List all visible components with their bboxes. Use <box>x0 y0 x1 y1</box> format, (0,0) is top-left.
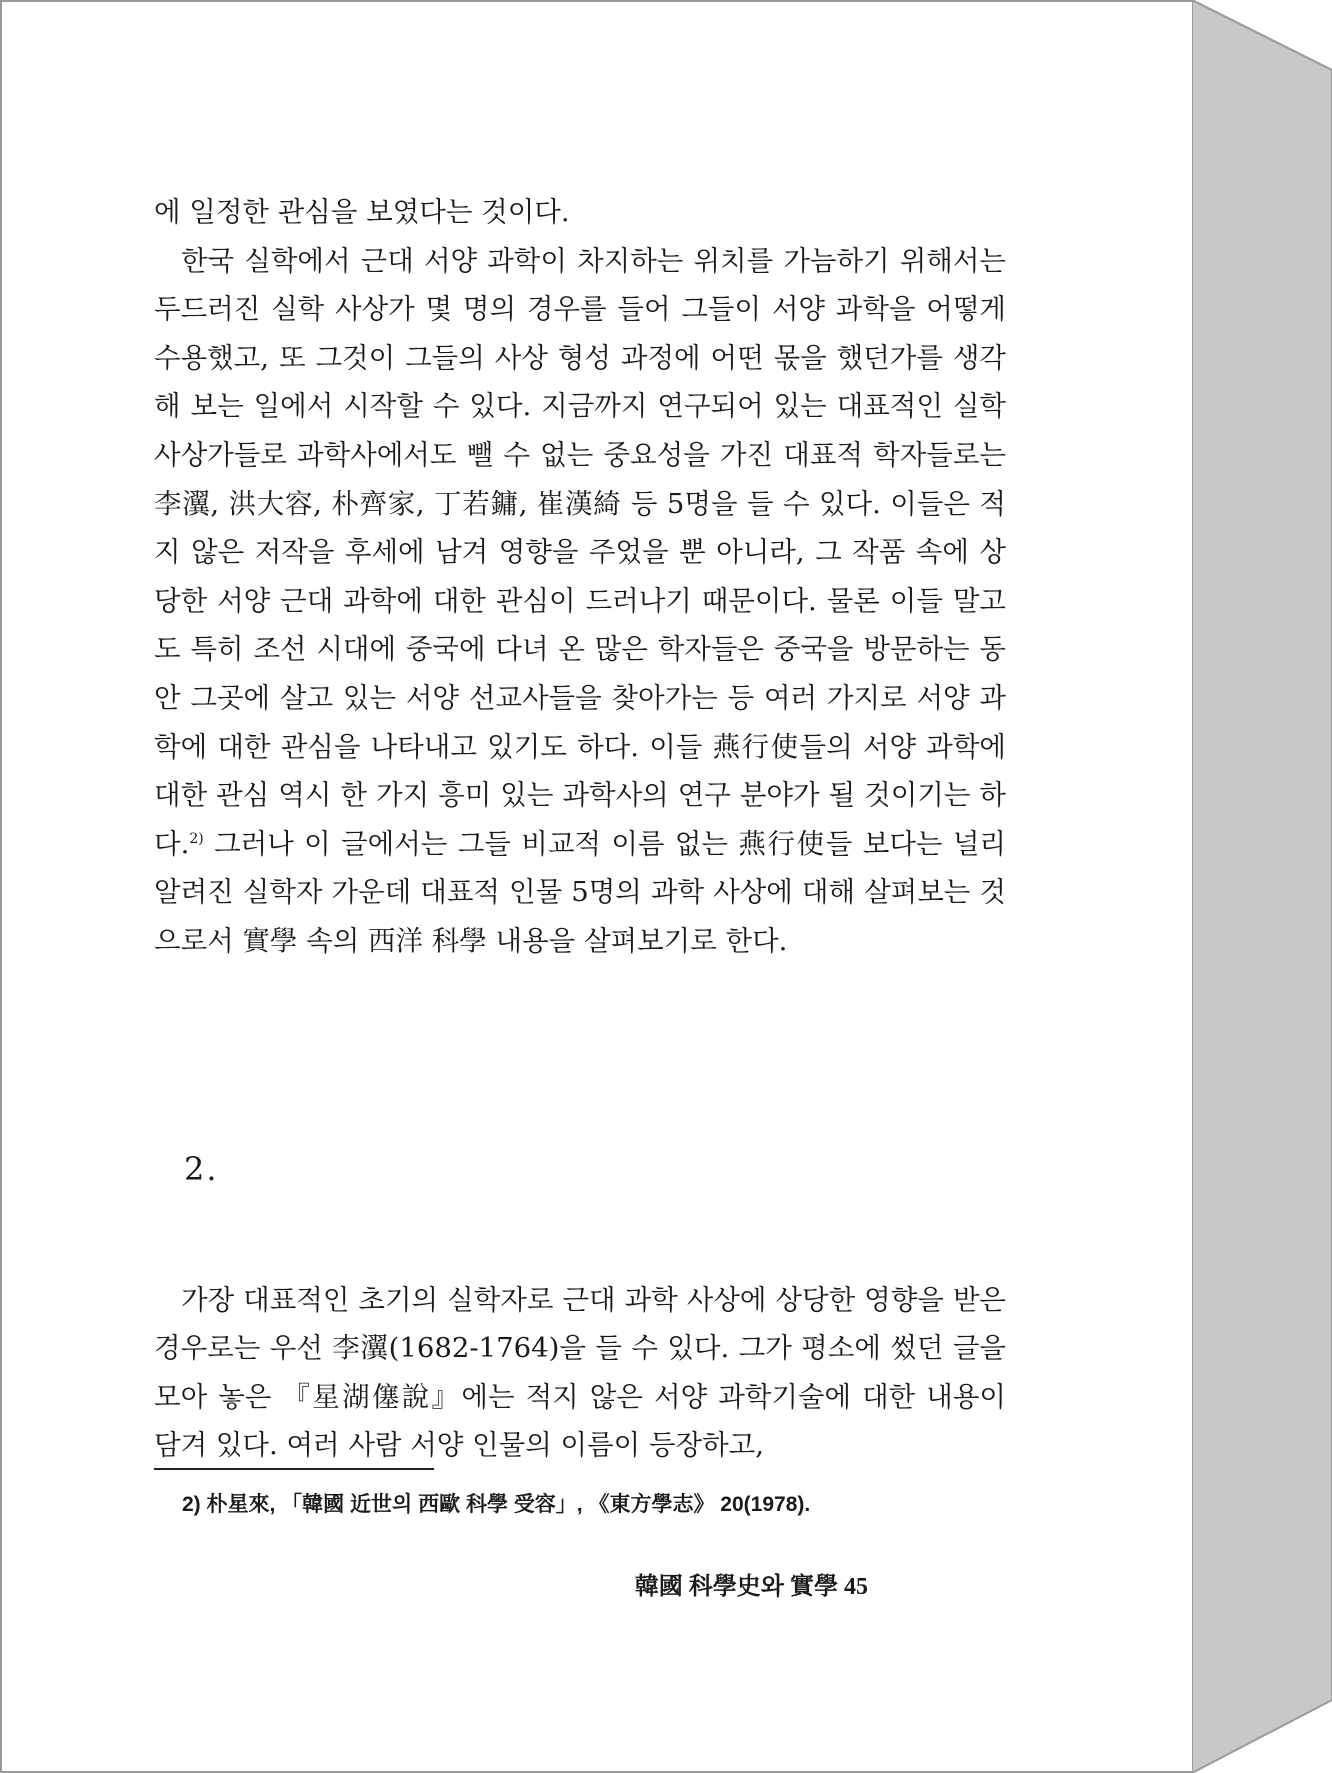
paragraph-2-text: 한국 실학에서 근대 서양 과학이 차지하는 위치를 가늠하기 위해서는 두드러진 실학 사상가 몇 명의 경우를 들어 그들이 서양 과학을 어떻게 수용했고, 또 그것이 그들의 사상 형성 과정에 어떤 몫을 했던가를 생각해 보는 일에서 시작할 수 있다. 지금까지 연구되어 있는 대표적인 실학 사상가들로 과학사에서도 뺄 수 없는 중요성을 가진 대표적 학자들로는 李瀷, 洪大容, 朴齊家, 丁若鏞, 崔漢綺 등 5명을 들 수 있다. 이들은 적지 않은 저작을 후세에 남겨 영향을 주었을 뿐 아니라, 그 작품 속에 상당한 서양 근대 과학에 대한 관심이 드러나기 때문이다. 물론 이들 말고도 특히 조선 시대에 중국에 다녀 온 많은 학자들은 중국을 방문하는 동안 그곳에 살고 있는 서양 선교사들을 찾아가는 등 여러 가지로 서양 과학에 대한 관심을 나타내고 있기도 하다. 이들 燕行使들의 서양 과학에 대한 관심 역시 한 가지 흥미 있는 과학사의 연구 분야가 될 것이기는 하다. <box>154 244 1006 860</box>
book-edge-shadow <box>1192 0 1332 1773</box>
paragraph-2 <box>154 237 1006 966</box>
section-number: 2. <box>184 1150 219 1188</box>
body-text-block-2 <box>154 1248 1006 1497</box>
running-footer: 韓國 科學史와 實學 45 <box>634 1574 868 1600</box>
paragraph-2-continued: 그러나 이 글에서는 그들 비교적 이름 없는 燕行使들 보다는 널리 알려진 실학자 가운데 대표적 인물 5명의 과학 사상에 대해 살펴보는 것으로서 實學 속의 西洋 科學 내용을 살펴보기로 한다. <box>154 827 1006 957</box>
body-text-block <box>154 188 1006 966</box>
footnote-reference: 2) <box>189 830 204 847</box>
paragraph-1: 에 일정한 관심을 보였다는 것이다. <box>154 196 570 228</box>
paragraph-3: 가장 대표적인 초기의 실학자로 근대 과학 사상에 상당한 영향을 받은 경우로는 우선 李瀷(1682-1764)을 들 수 있다. 그가 평소에 썼던 글을 모아 놓은 『星湖僿說』에는 적지 않은 서양 과학기술에 대한 내용이 담겨 있다. 여러 사람 서양 인물의 이름이 등장하고, <box>154 1283 1006 1462</box>
footnote: 2) 朴星來, 「韓國 近世의 西歐 科學 受容」, 《東方學志》 20(1978). <box>182 1493 811 1516</box>
footnote-divider <box>154 1468 434 1470</box>
